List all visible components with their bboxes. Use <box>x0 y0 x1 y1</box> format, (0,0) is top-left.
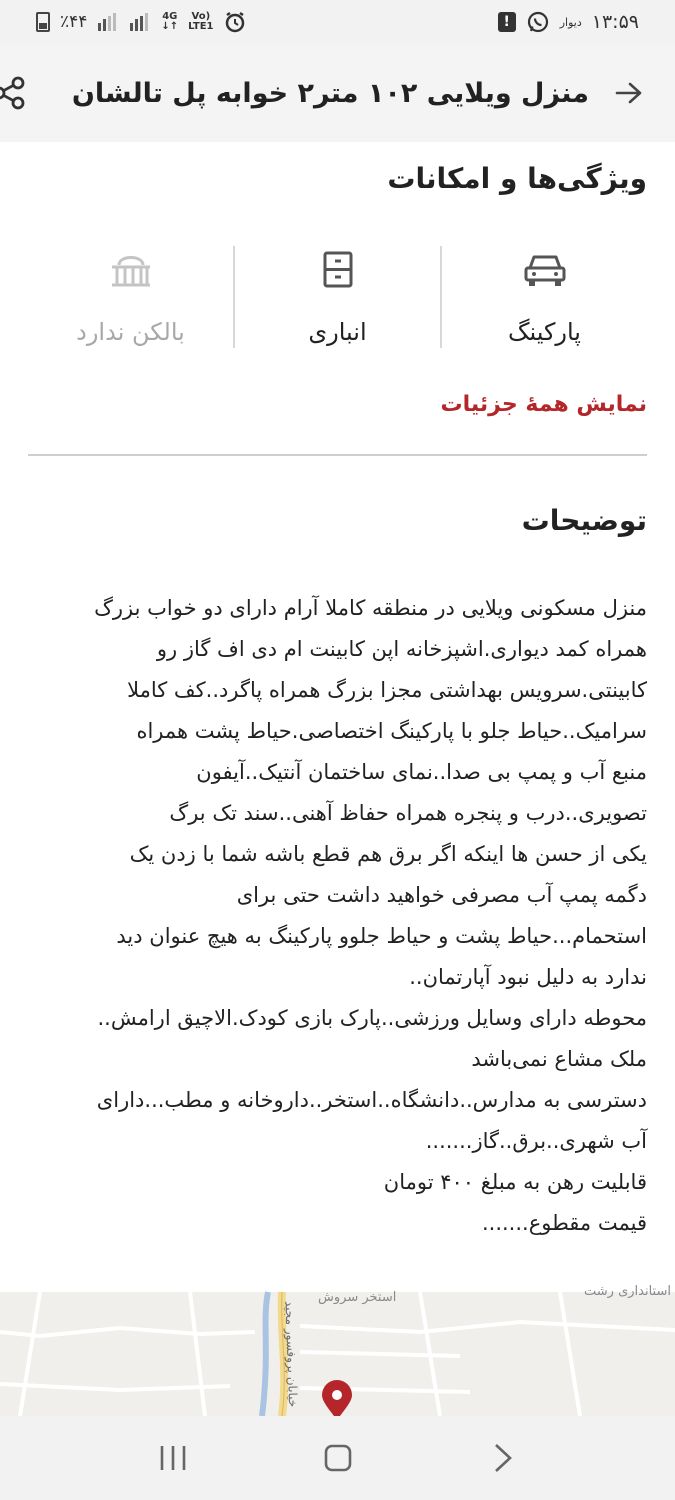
location-map[interactable] <box>0 1284 675 1416</box>
car-icon <box>523 250 567 290</box>
carrier-label: دیوار <box>559 15 582 29</box>
description-line: منزل مسکونی ویلایی در منطقه کاملا آرام دارای دو خواب بزرگ <box>94 596 647 620</box>
description-line: قابلیت رهن به مبلغ ۴۰۰ تومان <box>383 1170 647 1194</box>
feature-balcony <box>28 246 235 348</box>
features-title: ویژگی‌ها و امکانات <box>387 162 647 195</box>
description-line: تصویری..درب و پنجره همراه حفاظ آهنی..سند تک برگ <box>169 801 647 825</box>
description-line: همراه کمد دیواری.اشپزخانه اپن کابینت ام دی اف گاز رو <box>156 637 647 661</box>
app-bar <box>0 44 675 142</box>
whatsapp-icon <box>526 10 550 34</box>
page-title: منزل ویلایی ۱۰۲ متر۲ خوابه پل تالشان <box>71 77 589 109</box>
feature-storage <box>235 246 442 348</box>
signal-icon-2 <box>129 13 151 31</box>
arrow-right-icon <box>615 81 643 105</box>
description-line: منبع آب و پمپ بی صدا..نمای ساختمان آنتیک..آیفون <box>196 760 647 784</box>
alert-icon: ! <box>498 12 516 32</box>
description-line: آب شهری..برق..گاز....... <box>425 1129 647 1153</box>
description-line: سرامیک..حیاط جلو با پارکینگ اختصاصی.حیاط پشت همراه <box>136 719 647 743</box>
home-icon <box>324 1444 352 1472</box>
description-line: استحمام...حیاط پشت و حیاط جلوو پارکینگ به هیچ عنوان دید <box>116 924 647 948</box>
nav-back-button[interactable] <box>473 1428 533 1488</box>
network-4g: 4G <box>162 11 178 22</box>
feature-label-parking: پارکینگ <box>508 318 581 346</box>
feature-parking <box>442 246 647 348</box>
section-divider <box>28 454 647 456</box>
description-line: ندارد به دلیل نبود آپارتمان.. <box>409 965 647 989</box>
storage-icon <box>322 250 354 290</box>
description-line: یکی از حسن ها اینکه اگر برق هم قطع باشه شما با زدن یک <box>129 842 647 866</box>
status-time: ۱۳:۵۹ <box>591 11 639 33</box>
share-button[interactable] <box>0 73 26 113</box>
show-all-details-link[interactable]: نمایش همهٔ جزئیات <box>440 392 647 417</box>
balcony-icon <box>109 250 153 290</box>
feature-label-storage: انباری <box>308 318 367 346</box>
map-label-pool: استخر سروش <box>318 1290 397 1305</box>
volte-top: Vo) <box>191 11 211 22</box>
status-bar <box>0 0 675 44</box>
map-label-street: خیابان پروفسور مجید <box>282 1300 301 1408</box>
description-line: دسترسی به مدارس..دانشگاه..استخر..داروخانه و مطب...دارای <box>96 1088 647 1112</box>
description-line: ملک مشاع نمی‌باشد <box>471 1047 647 1071</box>
recent-apps-button[interactable] <box>143 1428 203 1488</box>
network-4g-label: 4G ↓↑ <box>161 11 179 32</box>
home-button[interactable] <box>308 1428 368 1488</box>
back-button[interactable] <box>615 73 643 113</box>
features-row <box>28 246 647 348</box>
description-body <box>25 588 647 1244</box>
recent-apps-icon <box>159 1445 187 1471</box>
system-nav-bar <box>0 1416 675 1500</box>
feature-label-balcony: بالکن ندارد <box>76 318 185 346</box>
description-line: کابینتی.سرویس بهداشتی مجزا بزرگ همراه پاگرد..کف کاملا <box>127 678 647 702</box>
map-label-corner: استانداری رشت <box>584 1284 671 1299</box>
signal-icon <box>97 13 119 31</box>
battery-icon <box>36 12 50 32</box>
share-icon <box>0 76 26 110</box>
chevron-right-icon <box>493 1443 513 1473</box>
volte-bottom: LTE1 <box>188 21 214 32</box>
volte-label <box>188 12 213 32</box>
description-line: قیمت مقطوع....... <box>481 1211 647 1235</box>
description-line: دگمه پمپ آب مصرفی خواهید داشت حتی برای <box>236 883 647 907</box>
description-title: توضیحات <box>521 504 647 537</box>
description-line: محوطه دارای وسایل ورزشی..پارک بازی کودک.الاچیق ارامش.. <box>97 1006 647 1030</box>
alarm-icon <box>224 11 246 33</box>
status-right <box>498 10 639 34</box>
status-left <box>36 11 246 33</box>
battery-percent: ٪۴۴ <box>60 12 88 32</box>
